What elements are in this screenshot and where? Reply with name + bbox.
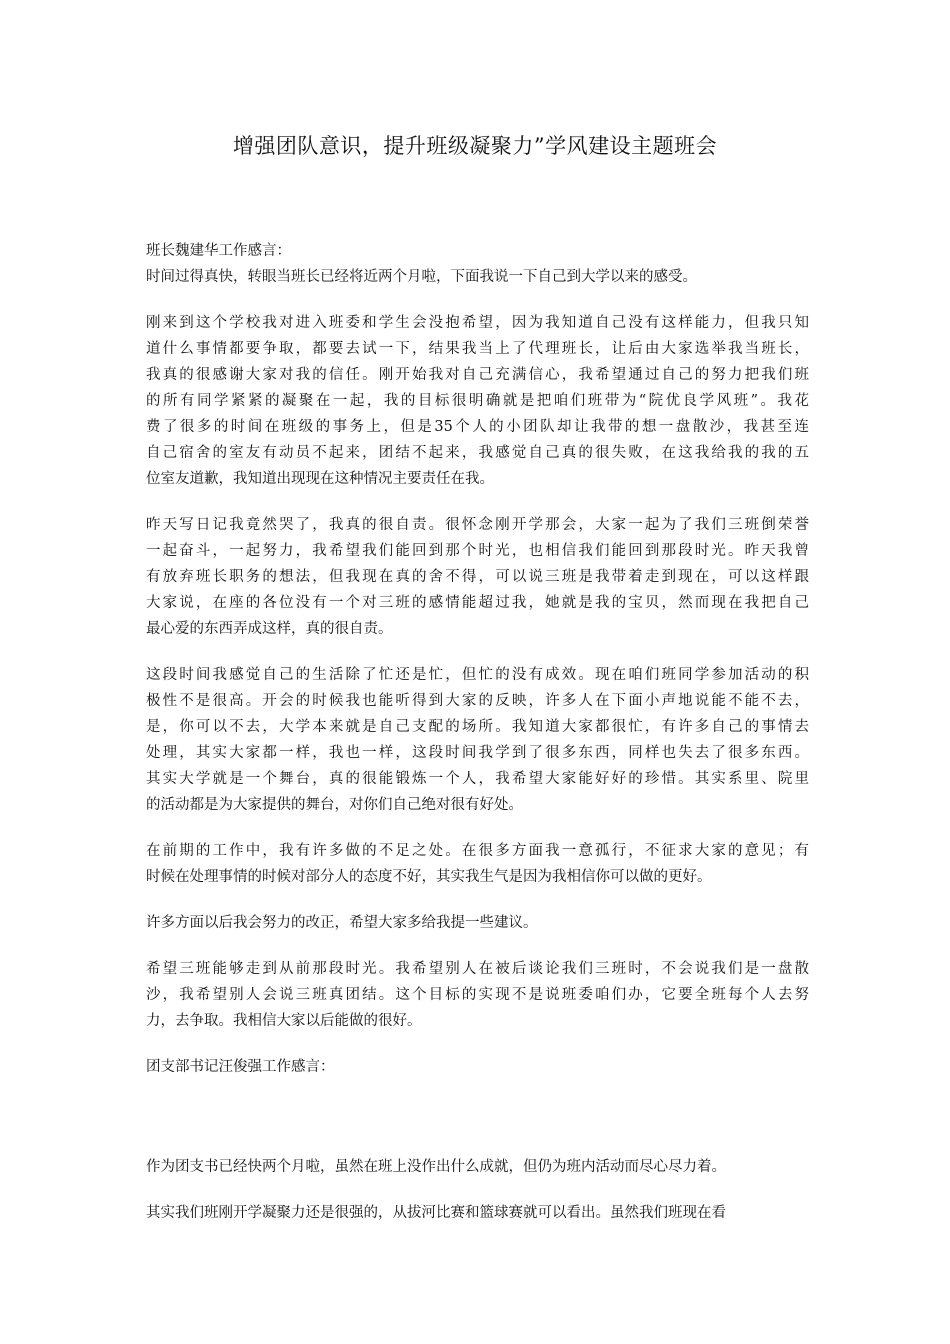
- text-line: 自己宿舍的室友有动员不起来，团结不起来，我感觉自己真的很失败，在这我给我的我的五: [146, 445, 809, 461]
- paragraph: [146, 310, 809, 492]
- text-line: 一起奋斗，一起努力，我希望我们能回到那个时光，也相信我们能回到那段时光。昨天我曾: [146, 543, 809, 559]
- text-line: 是，你可以不去，大学本来就是自己支配的场所。我知道大家都很忙，有许多自己的事情去: [146, 719, 809, 735]
- paragraph: [146, 838, 809, 890]
- paragraph: [146, 662, 809, 818]
- text-line: 班长魏建华工作感言：: [146, 243, 291, 259]
- text-line: 作为团支书已经快两个月啦，虽然在班上没作出什么成就，但仍为班内活动而尽心尽力着。: [146, 1159, 726, 1175]
- text-line: 位室友道歉，我知道出现现在这种情况主要责任在我。: [146, 471, 494, 487]
- paragraph-intro: [146, 238, 809, 290]
- paragraph: [146, 1200, 809, 1226]
- text-line: 团支部书记汪俊强工作感言：: [146, 1059, 335, 1075]
- section-heading: [146, 1054, 809, 1080]
- text-line: 在前期的工作中，我有许多做的不足之处。在很多方面我一意孤行，不征求大家的意见；有: [146, 843, 809, 859]
- text-line: 极性不是很高。开会的时候我也能听得到大家的反映，许多人在下面小声地说能不能不去，: [146, 693, 809, 709]
- text-line: 最心爱的东西弄成这样，真的很自责。: [146, 621, 393, 637]
- text-line: 我真的很感谢大家对我的信任。刚开始我对自己充满信心，我希望通过自己的努力把我们班: [146, 367, 809, 383]
- document-body: [146, 238, 809, 1246]
- document-title: 增强团队意识，提升班级凝聚力”学风建设主题班会: [232, 134, 718, 158]
- text-line: 昨天写日记我竟然哭了，我真的很自责。很怀念刚开学那会，大家一起为了我们三班倒荣誉: [146, 517, 809, 533]
- paragraph: [146, 512, 809, 642]
- text-line: 其实我们班刚开学凝聚力还是很强的，从拔河比赛和篮球赛就可以看出。虽然我们班现在看: [146, 1205, 726, 1221]
- text-line: 道什么事情都要争取，都要去试一下，结果我当上了代理班长，让后由大家选举我当班长，: [146, 341, 809, 357]
- text-line: 沙，我希望别人会说三班真团结。这个目标的实现不是说班委咱们办，它要全班每个人去努: [146, 987, 809, 1003]
- text-line: 时间过得真快，转眼当班长已经将近两个月啦，下面我说一下自己到大学以来的感受。: [146, 269, 697, 285]
- text-line: 大家说，在座的各位没有一个对三班的感情能超过我，她就是我的宝贝，然而现在我把自己: [146, 595, 809, 611]
- text-line: 时候在处理事情的时候对部分人的态度不好，其实我生气是因为我相信你可以做的更好。: [146, 869, 712, 885]
- text-line: 有放弃班长职务的想法，但我现在真的舍不得，可以说三班是我带着走到现在，可以这样跟: [146, 569, 809, 585]
- text-line: 的活动都是为大家提供的舞台，对你们自己绝对很有好处。: [146, 797, 523, 813]
- text-line: 这段时间我感觉自己的生活除了忙还是忙，但忙的没有成效。现在咱们班同学参加活动的积: [146, 667, 809, 683]
- text-line: 刚来到这个学校我对进入班委和学生会没抱希望，因为我知道自己没有这样能力，但我只知: [146, 315, 809, 331]
- text-line: 希望三班能够走到从前那段时光。我希望别人在被后谈论我们三班时，不会说我们是一盘散: [146, 961, 809, 977]
- text-line: 的所有同学紧紧的凝聚在一起，我的目标很明确就是把咱们班带为“院优良学风班”。我花: [146, 393, 809, 409]
- paragraph: [146, 910, 809, 936]
- text-line: 力，去争取。我相信大家以后能做的很好。: [146, 1013, 422, 1029]
- spacer: [146, 1100, 809, 1154]
- paragraph: [146, 1154, 809, 1180]
- text-line: 其实大学就是一个舞台，真的很能锻炼一个人，我希望大家能好好的珍惜。其实系里、院里: [146, 771, 809, 787]
- text-line: 费了很多的时间在班级的事务上，但是35个人的小团队却让我带的想一盘散沙，我甚至连: [146, 419, 809, 435]
- text-line: 处理，其实大家都一样，我也一样，这段时间我学到了很多东西，同样也失去了很多东西。: [146, 745, 809, 761]
- paragraph: [146, 956, 809, 1034]
- text-line: 许多方面以后我会努力的改正，希望大家多给我提一些建议。: [146, 915, 538, 931]
